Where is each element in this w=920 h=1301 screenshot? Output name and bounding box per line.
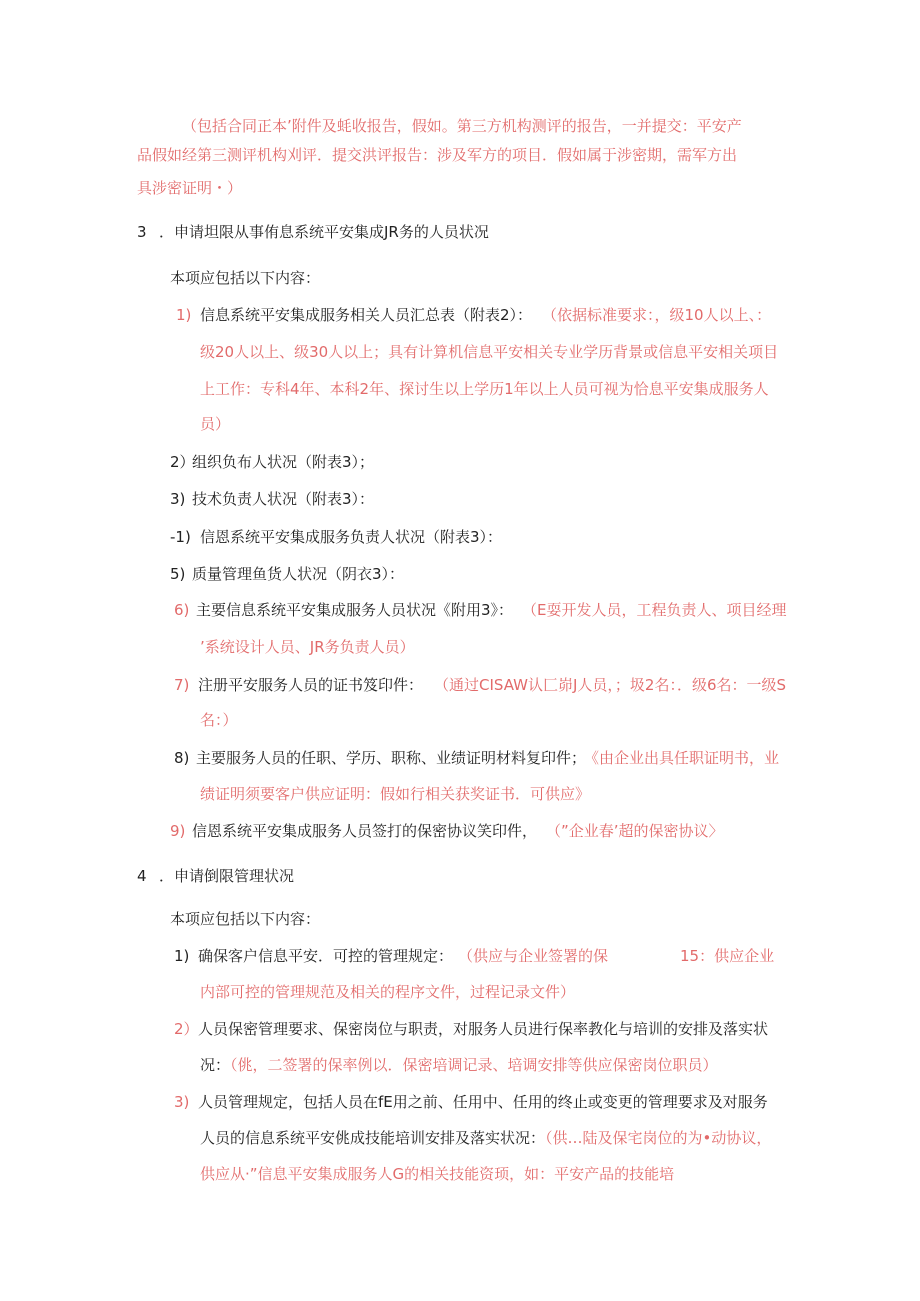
s4-item-3-number: 3) bbox=[174, 1093, 190, 1111]
section-4-number: 4 bbox=[137, 867, 147, 885]
section-4-intro: 本项应包括以下内容： bbox=[170, 910, 321, 928]
s3-item-3-number: 3) bbox=[170, 490, 186, 508]
section-3-heading: ．申请坦限从事侑息系统平安集成JR务的人员状况 bbox=[159, 223, 489, 241]
s3-item-1-text: 信息系统平安集成服务相关人员汇总表（附表2）： bbox=[200, 306, 533, 324]
s3-item-8-cont: 绩证明须要客户供应证明：假如行相关获奖证书．可供应》 bbox=[200, 785, 591, 803]
s3-item-2-number: 2） bbox=[170, 453, 195, 471]
s4-item-3-cont-2: 供应从·”信息平安集成服务人G的相关技能资顼，如：平安产品的技能培 bbox=[200, 1165, 675, 1183]
s3-item-2-text: 组织负布人状况（附表3）； bbox=[192, 453, 375, 471]
s3-item-5-number: 5) bbox=[170, 565, 186, 583]
s4-item-2-cont bbox=[200, 1055, 718, 1075]
s3-item-1-number: 1) bbox=[176, 306, 192, 324]
s3-item-5-text: 质量管理鱼货人状况（阴衣3）： bbox=[192, 565, 405, 583]
s4-item-2-cont-black: 况： bbox=[200, 1056, 231, 1074]
s4-item-1-note-2: 15：供应企业 bbox=[680, 947, 775, 965]
s3-item-7-cont: 名：） bbox=[200, 711, 238, 729]
s4-item-1-number: 1) bbox=[174, 947, 190, 965]
s3-item-7-note: （通过CISAW认匚峁J人员，；圾2名：．级6名：一级S bbox=[434, 676, 787, 694]
s3-item-7-text: 注册平安服务人员的证书笈印件： bbox=[198, 676, 424, 694]
s3-item-1-cont-3: 员） bbox=[200, 415, 231, 433]
s3-item-8-note: 《由企业出具任职证明书，业 bbox=[584, 749, 780, 767]
s3-item-8-number: 8) bbox=[174, 749, 190, 767]
s3-item-8-text: 主要服务人员的任职、学历、职称、业绩证明材料复印件； bbox=[196, 749, 587, 767]
s3-item-9-text: 信恩系统平安集成服务人员签打的保密协议笑印件， bbox=[192, 822, 538, 840]
intro-line-3: 具涉密证明・） bbox=[137, 179, 243, 197]
s4-item-1-cont: 内部可控的管理规范及相关的程序文件，过程记录文件） bbox=[200, 983, 576, 1001]
section-3-number: 3 bbox=[137, 223, 147, 241]
s3-item-1-cont-1: 级20人以上、级30人以上；具有计算机信息平安相关专业学历背景或信息平安相关项目 bbox=[200, 343, 779, 361]
s3-item-7-number: 7) bbox=[174, 676, 190, 694]
s4-item-3-cont-1 bbox=[200, 1128, 771, 1148]
s3-item-6-note: （E耍开发人员，工程负责人、项目经理 bbox=[522, 601, 787, 619]
intro-line-1: （包括合同正本’附件及蚝收报告，假如。第三方机构测评的报告，一并提交：平安产 bbox=[182, 117, 742, 135]
s4-item-1-note: （供应与企业签署的保 bbox=[458, 947, 609, 965]
s4-item-3-cont-red: （供…陆及保宅岗位的为•动协议， bbox=[545, 1129, 772, 1147]
s3-item-4-number: -1) bbox=[170, 528, 191, 546]
s3-item-6-number: 6) bbox=[174, 601, 190, 619]
s4-item-3-text: 人员管理规定，包括人员在fE用之前、任用中、任用的终止或变更的管理要求及对服务 bbox=[198, 1093, 768, 1111]
s3-item-9-number: 9) bbox=[170, 822, 186, 840]
s3-item-4-text: 信恩系统平安集成服务负责人状况（附表3）： bbox=[200, 528, 503, 546]
s4-item-3-cont-black: 人员的信息系统平安佻成技能培训安排及落实状况： bbox=[200, 1129, 546, 1147]
s4-item-2-cont-red: （佻，二签署的保率例以．保密培调记录、培调安排等供应保密岗位职员） bbox=[230, 1056, 718, 1074]
s3-item-3-text: 技术负责人状况（附表3）： bbox=[192, 490, 375, 508]
s3-item-1-note: （依据标准要求：，级10人以上、： bbox=[542, 306, 772, 324]
s3-item-1-cont-2: 上工作：专科4年、本科2年、探讨生以上学历1年以上人员可视为恰息平安集成服务人 bbox=[200, 380, 769, 398]
intro-line-2: 品假如经第三测评机构刈评．提交洪评报告：涉及军方的项目．假如属于涉密期，需军方出 bbox=[137, 146, 738, 164]
s4-item-2-number: 2） bbox=[174, 1020, 199, 1038]
section-4-heading: ．申请倒限管理状况 bbox=[159, 867, 295, 885]
s3-item-6-text: 主要信息系统平安集成服务人员状况《附用3》： bbox=[196, 601, 514, 619]
s4-item-1-text: 确保客户信息平安．可控的管理规定： bbox=[198, 947, 454, 965]
s4-item-2-text: 人员保密管理要求、保密岗位与职责，对服务人员进行保率教化与培训的安排及落实状 bbox=[198, 1020, 769, 1038]
s3-item-9-note: （”企业春’超的保密协议〉 bbox=[546, 822, 724, 840]
section-3-intro: 本项应包括以下内容： bbox=[170, 269, 321, 287]
s3-item-6-cont: ’系统设计人员、JR务负责人员） bbox=[200, 638, 415, 656]
